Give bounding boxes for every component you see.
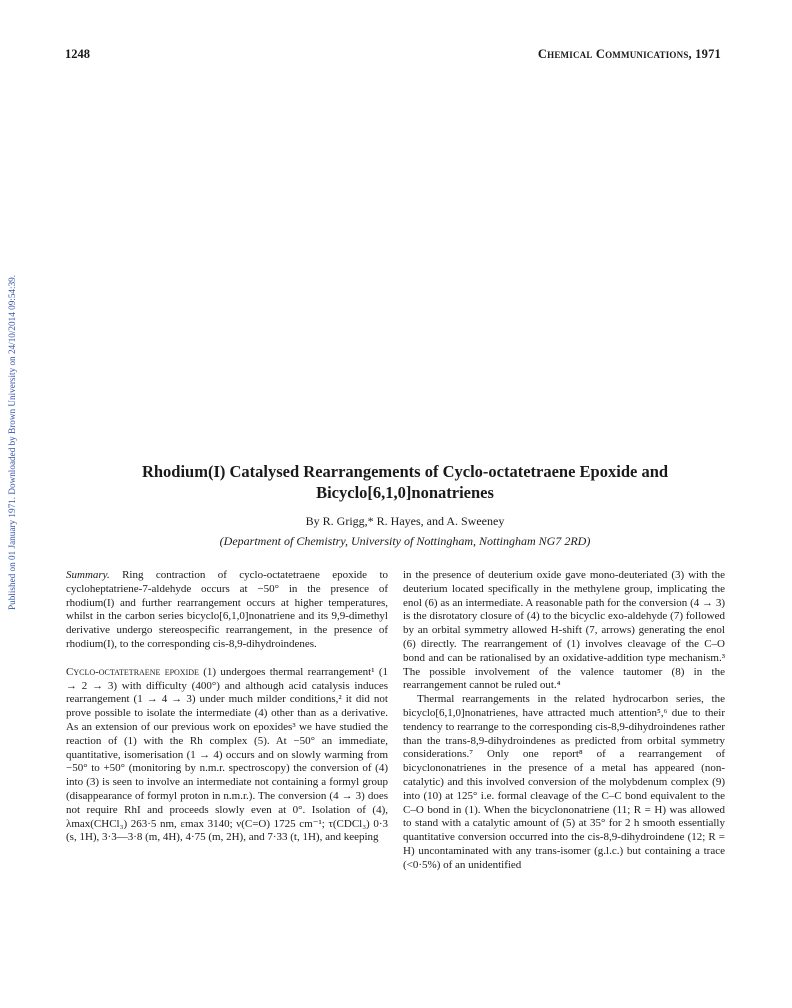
summary-label: Summary. xyxy=(66,569,110,581)
body-paragraph-left xyxy=(66,666,388,845)
affiliation: (Department of Chemistry, University of Nottingham, Nottingham NG7 2RD) xyxy=(219,534,591,548)
running-header xyxy=(65,47,721,65)
body-text-left: (1) undergoes thermal rearrangement¹ (1 → 2 → 3) with difficulty (400°) and although acid catalysis induces rearrangement (1 → 4 → 3) under much milder conditions,² it did not prove possible to isolate the intermediate (4) other than as a derivative. As an extension of our previous work on epoxides³ we have studied the reaction of (1) with the Rh complex (5). At −50° an immediate, quantitative, isomerisation (1 → 4) occurs and on slowly warming from −50° to +50° (monitoring by n.m.r. spectroscopy) the conversion of (4) into (3) is seen to involve an intermediate not containing a formyl group (disappearance of formyl proton in n.m.r.). The conversion (4 → 3) does not require RhI and proceeds slowly even at 0°. Isolation of (4), λmax(CHCl₃) 263·5 nm, εmax 3140; ν(C=O) 1725 cm⁻¹; τ(CDCl₃) 0·3 (s, 1H), 3·3—3·8 (m, 4H), 4·75 (m, 2H), and 7·33 (t, 1H), and keeping xyxy=(66,665,388,844)
download-notice-sidebar[interactable] xyxy=(1,212,19,610)
left-column xyxy=(66,569,388,845)
lead-in-text: Cyclo-octatetraene epoxide xyxy=(66,665,199,678)
article-title: Rhodium(I) Catalysed Rearrangements of Cyclo-octatetraene Epoxide and Bicyclo[6,1,0]nonatrienes xyxy=(141,462,669,502)
body-paragraph-right-1: in the presence of deuterium oxide gave mono-deuteriated (3) with the deuterium located specifically in the methylene group, implicating the enol (6) as an intermediate. A reasonable path for the conversion (4 → 3) is the disrotatory closure of (4) to the bicyclic exo-aldehyde (7) followed by an orbital symmetry allowed H-shift (7, arrows) generating the enol (6) directly. The rearrangement of (1) involves cleavage of the C–O bond and can be rationalised by an oxidative-addition type mechanism.³ The possible involvement of the valence tautomer (8) in the rearrangement cannot be ruled out.⁴ xyxy=(403,569,725,692)
download-notice-text[interactable]: Published on 01 January 1971. Downloaded by Brown University on 24/10/2014 09:54:39. xyxy=(7,274,17,610)
right-column xyxy=(403,569,725,873)
summary-text: Ring contraction of cyclo-octatetraene epoxide to cycloheptatriene-7-aldehyde occurs at −50° in the presence of rhodium(I) and further rearrangement occurs at higher temperatures, whilst in the carbon series bicyclo[6,1,0]nonatriene and its 9,9-dimethyl derivative undergo stereospecific rearrangement, in the presence of rhodium(I), to the corresponding cis-8,9-dihydroindenes. xyxy=(66,569,389,650)
summary-paragraph xyxy=(66,569,388,652)
author-line: By R. Grigg,* R. Hayes, and A. Sweeney xyxy=(305,514,505,528)
journal-name: Chemical Communications, 1971 xyxy=(537,47,721,61)
body-paragraph-right-2: Thermal rearrangements in the related hydrocarbon series, the bicyclo[6,1,0]nonatrienes, have attracted much attention⁵,⁶ due to their tendency to rearrange to the corresponding cis-8,9-dihydroindenes rather than the trans-8,9-dihydroindenes as predicted from orbital symmetry considerations.⁷ Only one report⁸ of a rearrangement of bicyclononatrienes in the presence of a metal has appeared (non-catalytic) and this involved conversion of the molybdenum complex (9) into (10) at 125° i.e. formal cleavage of the C–C bond equivalent to the C–O bond in (1). When the bicyclononatriene (11; R = H) was allowed to stand with a catalytic amount of (5) at 35° for 2 h smooth essentially quantitative conversion occurred into the cis-8,9-dihydroindene (12; R = H) uncontaminated with any trans-isomer (g.l.c.) but containing a trace (<0·5%) of an unidentified xyxy=(403,693,725,871)
page-number: 1248 xyxy=(65,47,90,61)
